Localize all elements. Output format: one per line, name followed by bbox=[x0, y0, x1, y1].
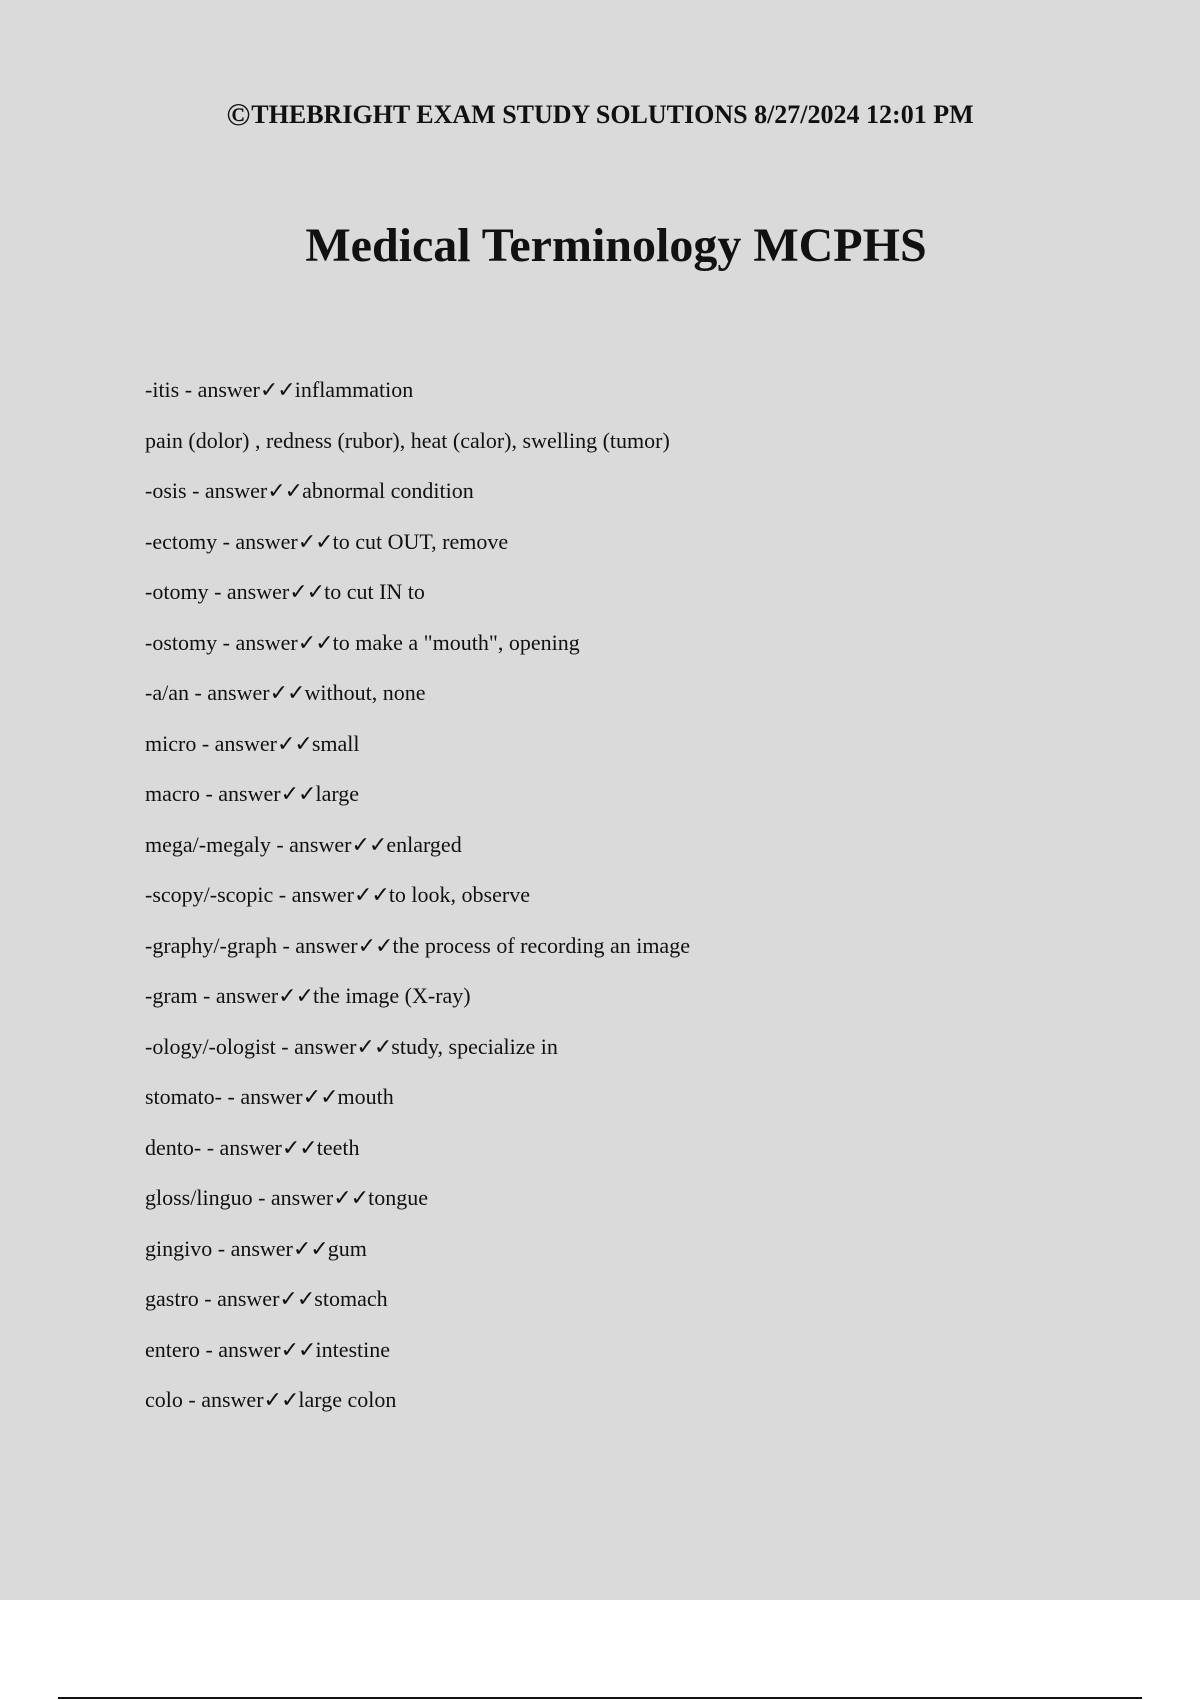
answer-label: answer bbox=[235, 528, 298, 554]
definition-text: intestine bbox=[315, 1336, 391, 1362]
list-item: mega/-megaly - answer✓✓enlarged bbox=[145, 831, 462, 858]
definition-text: without, none bbox=[304, 680, 426, 705]
double-check-icon: ✓✓ bbox=[333, 1186, 369, 1211]
answer-label: answer bbox=[295, 932, 358, 958]
double-check-icon: ✓✓ bbox=[356, 1034, 392, 1060]
definition-text: mouth bbox=[337, 1084, 394, 1109]
answer-label: answer bbox=[215, 983, 279, 1008]
answer-label: answer bbox=[219, 1134, 282, 1160]
definition-text: to look, observe bbox=[388, 882, 530, 907]
list-item: micro - answer✓✓small bbox=[145, 730, 360, 757]
watermark-header bbox=[0, 96, 1200, 133]
list-item: -osis - answer✓✓abnormal condition bbox=[145, 478, 474, 504]
page-title: Medical Terminology MCPHS bbox=[305, 219, 927, 272]
term-text: gloss/linguo bbox=[145, 1185, 253, 1210]
term-text: -graphy/-graph bbox=[145, 932, 277, 958]
double-check-icon: ✓✓ bbox=[280, 782, 316, 807]
term-text: micro bbox=[145, 730, 197, 756]
answer-label: answer bbox=[294, 1033, 357, 1059]
list-item: -ectomy - answer✓✓to cut OUT, remove bbox=[145, 528, 509, 555]
plain-text: pain (dolor) , redness (rubor), heat (calor), swelling (tumor) bbox=[145, 427, 670, 453]
term-text: dento- bbox=[145, 1134, 202, 1160]
list-item: macro - answer✓✓large bbox=[145, 781, 360, 807]
answer-label: answer bbox=[291, 882, 354, 907]
definition-text: large colon bbox=[298, 1387, 397, 1412]
definition-text: to make a "mouth", opening bbox=[332, 629, 580, 655]
list-item bbox=[145, 425, 1045, 476]
list-item: -gram - answer✓✓the image (X-ray) bbox=[145, 983, 471, 1009]
list-item: -graphy/-graph - answer✓✓the process of recording an image bbox=[145, 932, 690, 959]
term-text: -scopy/-scopic bbox=[145, 882, 274, 907]
double-check-icon: ✓✓ bbox=[276, 731, 312, 757]
list-item: -scopy/-scopic - answer✓✓to look, observe bbox=[145, 882, 530, 908]
terms-list bbox=[145, 374, 1045, 1435]
list-item: -ostomy - answer✓✓to make a "mouth", opening bbox=[145, 629, 580, 656]
double-check-icon: ✓✓ bbox=[259, 378, 295, 403]
answer-label: answer bbox=[226, 579, 290, 604]
answer-label: answer bbox=[217, 1286, 280, 1311]
definition-text: abnormal condition bbox=[302, 478, 474, 503]
answer-label: answer bbox=[289, 831, 352, 857]
list-item: entero - answer✓✓intestine bbox=[145, 1336, 391, 1363]
definition-text: gum bbox=[327, 1235, 367, 1261]
definition-text: small bbox=[311, 730, 360, 756]
double-check-icon: ✓✓ bbox=[281, 1135, 317, 1161]
term-text: entero bbox=[145, 1336, 200, 1362]
term-text: macro bbox=[145, 781, 200, 806]
definition-text: stomach bbox=[314, 1286, 388, 1311]
footer-divider bbox=[58, 1697, 1142, 1699]
definition-text: the process of recording an image bbox=[392, 932, 690, 958]
term-text: colo bbox=[145, 1387, 183, 1412]
header-text: THEBRIGHT EXAM STUDY SOLUTIONS 8/27/2024 12:01 PM bbox=[251, 100, 974, 129]
term-text: -a/an bbox=[145, 680, 189, 705]
copyright-icon: © bbox=[226, 96, 251, 132]
definition-text: study, specialize in bbox=[391, 1033, 558, 1059]
definition-text: inflammation bbox=[294, 377, 414, 402]
term-text: stomato- bbox=[145, 1084, 222, 1109]
answer-label: answer bbox=[218, 781, 281, 806]
list-item: -otomy - answer✓✓to cut IN to bbox=[145, 579, 425, 605]
term-text: -ostomy bbox=[145, 629, 218, 655]
list-item: dento- - answer✓✓teeth bbox=[145, 1134, 360, 1161]
double-check-icon: ✓✓ bbox=[302, 1085, 338, 1110]
term-text: mega/-megaly bbox=[145, 831, 271, 857]
list-item: stomato- - answer✓✓mouth bbox=[145, 1084, 394, 1110]
double-check-icon: ✓✓ bbox=[351, 832, 387, 858]
double-check-icon: ✓✓ bbox=[289, 580, 325, 605]
definition-text: teeth bbox=[316, 1134, 360, 1160]
list-item: colo - answer✓✓large colon bbox=[145, 1387, 397, 1413]
definition-text: tongue bbox=[368, 1185, 428, 1210]
answer-label: answer bbox=[204, 478, 268, 503]
double-check-icon: ✓✓ bbox=[353, 883, 389, 908]
list-item: -a/an - answer✓✓without, none bbox=[145, 680, 426, 706]
answer-label: answer bbox=[270, 1185, 334, 1210]
term-text: gastro bbox=[145, 1286, 199, 1311]
answer-label: answer bbox=[240, 1084, 303, 1109]
term-text: -otomy bbox=[145, 579, 209, 604]
definition-text: the image (X-ray) bbox=[313, 983, 471, 1008]
definition-text: large bbox=[315, 781, 360, 806]
answer-label: answer bbox=[197, 377, 260, 402]
double-check-icon: ✓✓ bbox=[297, 529, 333, 555]
double-check-icon: ✓✓ bbox=[292, 1236, 328, 1262]
answer-label: answer bbox=[218, 1336, 281, 1362]
double-check-icon: ✓✓ bbox=[279, 1287, 315, 1312]
answer-label: answer bbox=[230, 1235, 293, 1261]
term-text: gingivo bbox=[145, 1235, 213, 1261]
term-text: -osis bbox=[145, 478, 187, 503]
double-check-icon: ✓✓ bbox=[357, 933, 393, 959]
double-check-icon: ✓✓ bbox=[280, 1337, 316, 1363]
answer-label: answer bbox=[235, 629, 298, 655]
double-check-icon: ✓✓ bbox=[297, 630, 333, 656]
definition-text: to cut OUT, remove bbox=[332, 528, 509, 554]
list-item: -itis - answer✓✓inflammation bbox=[145, 377, 414, 403]
list-item: -ology/-ologist - answer✓✓study, specialize in bbox=[145, 1033, 558, 1060]
double-check-icon: ✓✓ bbox=[267, 479, 303, 504]
term-text: -ectomy bbox=[145, 528, 218, 554]
list-item: gastro - answer✓✓stomach bbox=[145, 1286, 388, 1312]
list-item: gingivo - answer✓✓gum bbox=[145, 1235, 367, 1262]
answer-label: answer bbox=[201, 1387, 264, 1412]
definition-text: enlarged bbox=[386, 831, 462, 857]
double-check-icon: ✓✓ bbox=[269, 681, 305, 706]
double-check-icon: ✓✓ bbox=[278, 984, 314, 1009]
term-text: -gram bbox=[145, 983, 198, 1008]
definition-text: to cut IN to bbox=[324, 579, 425, 604]
list-item: gloss/linguo - answer✓✓tongue bbox=[145, 1185, 428, 1211]
term-text: -ology/-ologist bbox=[145, 1033, 276, 1059]
double-check-icon: ✓✓ bbox=[263, 1388, 299, 1413]
answer-label: answer bbox=[214, 730, 277, 756]
answer-label: answer bbox=[207, 680, 270, 705]
term-text: -itis bbox=[145, 377, 180, 402]
